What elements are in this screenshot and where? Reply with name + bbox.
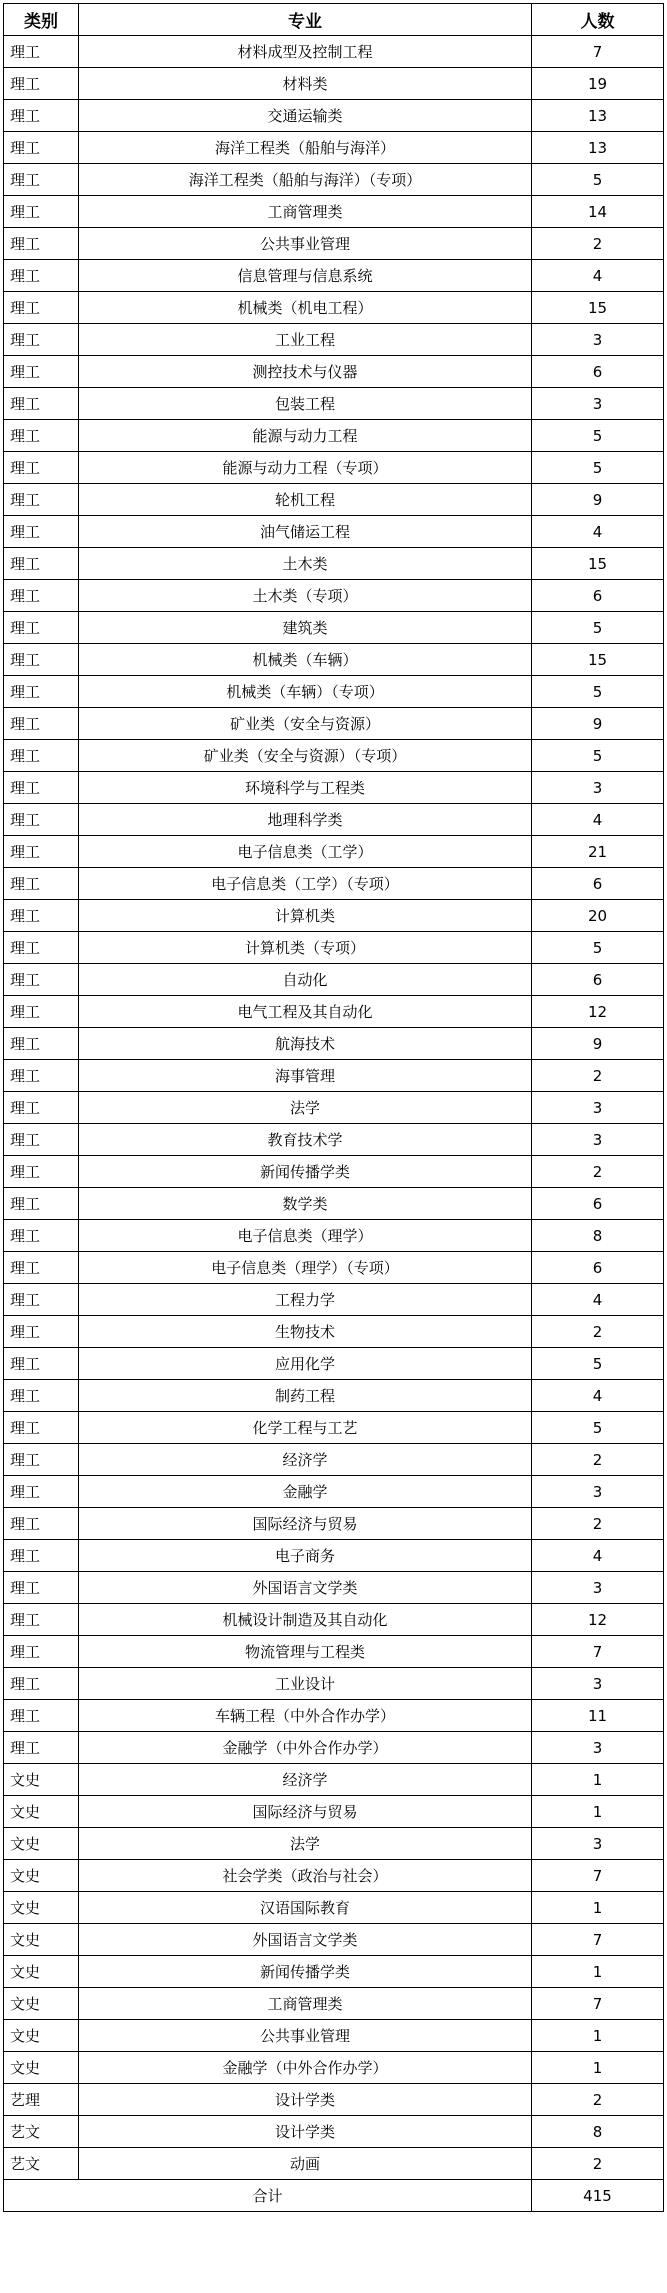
category-cell: 理工 xyxy=(4,1572,79,1604)
header-count: 人数 xyxy=(532,4,664,36)
major-cell: 电子信息类（工学）（专项） xyxy=(79,868,532,900)
category-cell: 理工 xyxy=(4,1604,79,1636)
category-cell: 理工 xyxy=(4,260,79,292)
category-cell: 理工 xyxy=(4,1188,79,1220)
count-cell: 2 xyxy=(532,228,664,260)
table-row xyxy=(4,2084,664,2116)
table-row xyxy=(4,644,664,676)
table-row xyxy=(4,1732,664,1764)
table-row xyxy=(4,612,664,644)
category-cell: 理工 xyxy=(4,1380,79,1412)
major-cell: 能源与动力工程（专项） xyxy=(79,452,532,484)
category-cell: 理工 xyxy=(4,836,79,868)
count-cell: 12 xyxy=(532,996,664,1028)
header-major: 专业 xyxy=(79,4,532,36)
count-cell: 5 xyxy=(532,420,664,452)
count-cell: 6 xyxy=(532,356,664,388)
total-row xyxy=(4,2180,664,2212)
count-cell: 4 xyxy=(532,516,664,548)
table-row xyxy=(4,1156,664,1188)
count-cell: 3 xyxy=(532,1572,664,1604)
major-cell: 工商管理类 xyxy=(79,1988,532,2020)
count-cell: 7 xyxy=(532,1860,664,1892)
category-cell: 理工 xyxy=(4,1348,79,1380)
major-cell: 材料类 xyxy=(79,68,532,100)
category-cell: 理工 xyxy=(4,996,79,1028)
major-cell: 环境科学与工程类 xyxy=(79,772,532,804)
table-row xyxy=(4,932,664,964)
category-cell: 理工 xyxy=(4,644,79,676)
table-body xyxy=(4,36,664,2180)
category-cell: 文史 xyxy=(4,1956,79,1988)
count-cell: 5 xyxy=(532,1412,664,1444)
major-cell: 工程力学 xyxy=(79,1284,532,1316)
count-cell: 5 xyxy=(532,1348,664,1380)
enrollment-table xyxy=(3,3,664,2212)
header-category: 类别 xyxy=(4,4,79,36)
count-cell: 9 xyxy=(532,708,664,740)
count-cell: 3 xyxy=(532,324,664,356)
major-cell: 法学 xyxy=(79,1828,532,1860)
table-row xyxy=(4,1316,664,1348)
category-cell: 理工 xyxy=(4,68,79,100)
header-row xyxy=(4,4,664,36)
count-cell: 2 xyxy=(532,1156,664,1188)
category-cell: 理工 xyxy=(4,580,79,612)
major-cell: 机械类（车辆）（专项） xyxy=(79,676,532,708)
table-row xyxy=(4,1988,664,2020)
major-cell: 土木类 xyxy=(79,548,532,580)
count-cell: 5 xyxy=(532,740,664,772)
count-cell: 5 xyxy=(532,452,664,484)
major-cell: 测控技术与仪器 xyxy=(79,356,532,388)
major-cell: 油气储运工程 xyxy=(79,516,532,548)
count-cell: 4 xyxy=(532,804,664,836)
category-cell: 理工 xyxy=(4,100,79,132)
count-cell: 7 xyxy=(532,1988,664,2020)
major-cell: 海事管理 xyxy=(79,1060,532,1092)
major-cell: 金融学 xyxy=(79,1476,532,1508)
major-cell: 电气工程及其自动化 xyxy=(79,996,532,1028)
table-row xyxy=(4,900,664,932)
major-cell: 航海技术 xyxy=(79,1028,532,1060)
major-cell: 设计学类 xyxy=(79,2116,532,2148)
count-cell: 5 xyxy=(532,164,664,196)
category-cell: 理工 xyxy=(4,900,79,932)
count-cell: 1 xyxy=(532,1892,664,1924)
table-row xyxy=(4,1412,664,1444)
major-cell: 建筑类 xyxy=(79,612,532,644)
table-row xyxy=(4,1476,664,1508)
major-cell: 海洋工程类（船舶与海洋）（专项） xyxy=(79,164,532,196)
count-cell: 1 xyxy=(532,2052,664,2084)
category-cell: 文史 xyxy=(4,1924,79,1956)
count-cell: 3 xyxy=(532,1732,664,1764)
table-row xyxy=(4,292,664,324)
count-cell: 12 xyxy=(532,1604,664,1636)
category-cell: 文史 xyxy=(4,1828,79,1860)
major-cell: 交通运输类 xyxy=(79,100,532,132)
count-cell: 3 xyxy=(532,388,664,420)
count-cell: 2 xyxy=(532,1444,664,1476)
total-label: 合计 xyxy=(4,2180,532,2212)
major-cell: 教育技术学 xyxy=(79,1124,532,1156)
major-cell: 电子信息类（理学） xyxy=(79,1220,532,1252)
major-cell: 工业工程 xyxy=(79,324,532,356)
count-cell: 3 xyxy=(532,1092,664,1124)
count-cell: 3 xyxy=(532,1828,664,1860)
table-row xyxy=(4,1572,664,1604)
major-cell: 轮机工程 xyxy=(79,484,532,516)
major-cell: 社会学类（政治与社会） xyxy=(79,1860,532,1892)
count-cell: 3 xyxy=(532,1124,664,1156)
table-row xyxy=(4,1604,664,1636)
count-cell: 11 xyxy=(532,1700,664,1732)
table-row xyxy=(4,676,664,708)
count-cell: 13 xyxy=(532,132,664,164)
table-row xyxy=(4,1636,664,1668)
category-cell: 理工 xyxy=(4,324,79,356)
table-row xyxy=(4,1124,664,1156)
category-cell: 艺理 xyxy=(4,2084,79,2116)
count-cell: 20 xyxy=(532,900,664,932)
table-row xyxy=(4,1924,664,1956)
table-row xyxy=(4,1764,664,1796)
major-cell: 制药工程 xyxy=(79,1380,532,1412)
category-cell: 理工 xyxy=(4,1156,79,1188)
category-cell: 理工 xyxy=(4,196,79,228)
category-cell: 理工 xyxy=(4,1412,79,1444)
category-cell: 文史 xyxy=(4,1988,79,2020)
count-cell: 4 xyxy=(532,1284,664,1316)
table-row xyxy=(4,996,664,1028)
category-cell: 文史 xyxy=(4,1860,79,1892)
category-cell: 理工 xyxy=(4,1092,79,1124)
table-row xyxy=(4,356,664,388)
count-cell: 6 xyxy=(532,1188,664,1220)
table-row xyxy=(4,484,664,516)
table-row xyxy=(4,1860,664,1892)
category-cell: 理工 xyxy=(4,1252,79,1284)
major-cell: 计算机类 xyxy=(79,900,532,932)
count-cell: 6 xyxy=(532,1252,664,1284)
major-cell: 材料成型及控制工程 xyxy=(79,36,532,68)
table-row xyxy=(4,1252,664,1284)
category-cell: 理工 xyxy=(4,1636,79,1668)
category-cell: 理工 xyxy=(4,1732,79,1764)
count-cell: 7 xyxy=(532,1924,664,1956)
category-cell: 理工 xyxy=(4,932,79,964)
category-cell: 理工 xyxy=(4,708,79,740)
table-row xyxy=(4,2020,664,2052)
major-cell: 新闻传播学类 xyxy=(79,1956,532,1988)
count-cell: 5 xyxy=(532,932,664,964)
major-cell: 公共事业管理 xyxy=(79,228,532,260)
table-row xyxy=(4,1188,664,1220)
table-row xyxy=(4,228,664,260)
count-cell: 15 xyxy=(532,292,664,324)
major-cell: 生物技术 xyxy=(79,1316,532,1348)
category-cell: 理工 xyxy=(4,1284,79,1316)
category-cell: 文史 xyxy=(4,1764,79,1796)
category-cell: 理工 xyxy=(4,484,79,516)
major-cell: 新闻传播学类 xyxy=(79,1156,532,1188)
count-cell: 3 xyxy=(532,1476,664,1508)
count-cell: 9 xyxy=(532,1028,664,1060)
total-value: 415 xyxy=(532,2180,664,2212)
major-cell: 电子信息类（工学） xyxy=(79,836,532,868)
category-cell: 理工 xyxy=(4,292,79,324)
major-cell: 外国语言文学类 xyxy=(79,1924,532,1956)
table-row xyxy=(4,708,664,740)
count-cell: 19 xyxy=(532,68,664,100)
major-cell: 计算机类（专项） xyxy=(79,932,532,964)
major-cell: 车辆工程（中外合作办学） xyxy=(79,1700,532,1732)
table-row xyxy=(4,868,664,900)
table-row xyxy=(4,1700,664,1732)
count-cell: 4 xyxy=(532,1540,664,1572)
major-cell: 机械设计制造及其自动化 xyxy=(79,1604,532,1636)
major-cell: 机械类（机电工程） xyxy=(79,292,532,324)
table-row xyxy=(4,1092,664,1124)
table-row xyxy=(4,836,664,868)
category-cell: 理工 xyxy=(4,1028,79,1060)
category-cell: 理工 xyxy=(4,868,79,900)
count-cell: 4 xyxy=(532,1380,664,1412)
category-cell: 理工 xyxy=(4,132,79,164)
count-cell: 9 xyxy=(532,484,664,516)
table-row xyxy=(4,1956,664,1988)
count-cell: 15 xyxy=(532,548,664,580)
table-row xyxy=(4,1828,664,1860)
category-cell: 文史 xyxy=(4,1796,79,1828)
major-cell: 金融学（中外合作办学） xyxy=(79,2052,532,2084)
count-cell: 2 xyxy=(532,2084,664,2116)
count-cell: 7 xyxy=(532,1636,664,1668)
table-row xyxy=(4,100,664,132)
major-cell: 矿业类（安全与资源） xyxy=(79,708,532,740)
category-cell: 理工 xyxy=(4,676,79,708)
category-cell: 理工 xyxy=(4,1220,79,1252)
category-cell: 文史 xyxy=(4,2020,79,2052)
major-cell: 国际经济与贸易 xyxy=(79,1796,532,1828)
count-cell: 7 xyxy=(532,36,664,68)
table-row xyxy=(4,132,664,164)
major-cell: 物流管理与工程类 xyxy=(79,1636,532,1668)
major-cell: 经济学 xyxy=(79,1444,532,1476)
count-cell: 4 xyxy=(532,260,664,292)
major-cell: 应用化学 xyxy=(79,1348,532,1380)
category-cell: 理工 xyxy=(4,1444,79,1476)
category-cell: 理工 xyxy=(4,1540,79,1572)
table-row xyxy=(4,1668,664,1700)
category-cell: 理工 xyxy=(4,420,79,452)
table-row xyxy=(4,1796,664,1828)
category-cell: 理工 xyxy=(4,356,79,388)
count-cell: 1 xyxy=(532,2020,664,2052)
count-cell: 3 xyxy=(532,1668,664,1700)
count-cell: 5 xyxy=(532,612,664,644)
category-cell: 理工 xyxy=(4,1476,79,1508)
category-cell: 理工 xyxy=(4,36,79,68)
count-cell: 5 xyxy=(532,676,664,708)
table-row xyxy=(4,516,664,548)
major-cell: 金融学（中外合作办学） xyxy=(79,1732,532,1764)
major-cell: 化学工程与工艺 xyxy=(79,1412,532,1444)
category-cell: 理工 xyxy=(4,964,79,996)
category-cell: 理工 xyxy=(4,516,79,548)
category-cell: 理工 xyxy=(4,1124,79,1156)
category-cell: 理工 xyxy=(4,164,79,196)
table-row xyxy=(4,2052,664,2084)
category-cell: 理工 xyxy=(4,612,79,644)
table-row xyxy=(4,420,664,452)
major-cell: 电子信息类（理学）（专项） xyxy=(79,1252,532,1284)
major-cell: 国际经济与贸易 xyxy=(79,1508,532,1540)
table-row xyxy=(4,1220,664,1252)
count-cell: 8 xyxy=(532,2116,664,2148)
major-cell: 信息管理与信息系统 xyxy=(79,260,532,292)
category-cell: 理工 xyxy=(4,1060,79,1092)
category-cell: 艺文 xyxy=(4,2116,79,2148)
table-row xyxy=(4,260,664,292)
category-cell: 理工 xyxy=(4,804,79,836)
count-cell: 6 xyxy=(532,580,664,612)
count-cell: 1 xyxy=(532,1956,664,1988)
major-cell: 设计学类 xyxy=(79,2084,532,2116)
category-cell: 理工 xyxy=(4,452,79,484)
category-cell: 艺文 xyxy=(4,2148,79,2180)
count-cell: 14 xyxy=(532,196,664,228)
table-row xyxy=(4,964,664,996)
count-cell: 2 xyxy=(532,1060,664,1092)
table-row xyxy=(4,164,664,196)
major-cell: 电子商务 xyxy=(79,1540,532,1572)
count-cell: 13 xyxy=(532,100,664,132)
category-cell: 理工 xyxy=(4,548,79,580)
major-cell: 经济学 xyxy=(79,1764,532,1796)
category-cell: 理工 xyxy=(4,740,79,772)
major-cell: 公共事业管理 xyxy=(79,2020,532,2052)
table-row xyxy=(4,1348,664,1380)
category-cell: 理工 xyxy=(4,1700,79,1732)
count-cell: 2 xyxy=(532,2148,664,2180)
major-cell: 自动化 xyxy=(79,964,532,996)
table-row xyxy=(4,388,664,420)
major-cell: 海洋工程类（船舶与海洋） xyxy=(79,132,532,164)
major-cell: 汉语国际教育 xyxy=(79,1892,532,1924)
major-cell: 法学 xyxy=(79,1092,532,1124)
major-cell: 地理科学类 xyxy=(79,804,532,836)
table-row xyxy=(4,324,664,356)
table-row xyxy=(4,1380,664,1412)
major-cell: 能源与动力工程 xyxy=(79,420,532,452)
category-cell: 理工 xyxy=(4,228,79,260)
count-cell: 8 xyxy=(532,1220,664,1252)
category-cell: 理工 xyxy=(4,1316,79,1348)
table-row xyxy=(4,804,664,836)
category-cell: 理工 xyxy=(4,388,79,420)
count-cell: 3 xyxy=(532,772,664,804)
major-cell: 工业设计 xyxy=(79,1668,532,1700)
major-cell: 机械类（车辆） xyxy=(79,644,532,676)
count-cell: 1 xyxy=(532,1764,664,1796)
table-row xyxy=(4,1508,664,1540)
table-row xyxy=(4,196,664,228)
table-row xyxy=(4,580,664,612)
table-row xyxy=(4,2116,664,2148)
count-cell: 2 xyxy=(532,1508,664,1540)
table-row xyxy=(4,452,664,484)
table-row xyxy=(4,1284,664,1316)
table-row xyxy=(4,68,664,100)
table-row xyxy=(4,1444,664,1476)
major-cell: 土木类（专项） xyxy=(79,580,532,612)
major-cell: 外国语言文学类 xyxy=(79,1572,532,1604)
count-cell: 6 xyxy=(532,964,664,996)
count-cell: 1 xyxy=(532,1796,664,1828)
major-cell: 包装工程 xyxy=(79,388,532,420)
major-cell: 动画 xyxy=(79,2148,532,2180)
major-cell: 工商管理类 xyxy=(79,196,532,228)
major-cell: 矿业类（安全与资源）（专项） xyxy=(79,740,532,772)
table-row xyxy=(4,548,664,580)
category-cell: 文史 xyxy=(4,1892,79,1924)
table-row xyxy=(4,1540,664,1572)
count-cell: 21 xyxy=(532,836,664,868)
table-row xyxy=(4,1892,664,1924)
table-row xyxy=(4,2148,664,2180)
category-cell: 理工 xyxy=(4,1508,79,1540)
table-row xyxy=(4,1028,664,1060)
major-cell: 数学类 xyxy=(79,1188,532,1220)
table-row xyxy=(4,772,664,804)
category-cell: 文史 xyxy=(4,2052,79,2084)
table-row xyxy=(4,740,664,772)
count-cell: 6 xyxy=(532,868,664,900)
category-cell: 理工 xyxy=(4,1668,79,1700)
count-cell: 15 xyxy=(532,644,664,676)
category-cell: 理工 xyxy=(4,772,79,804)
count-cell: 2 xyxy=(532,1316,664,1348)
table-row xyxy=(4,36,664,68)
table-row xyxy=(4,1060,664,1092)
